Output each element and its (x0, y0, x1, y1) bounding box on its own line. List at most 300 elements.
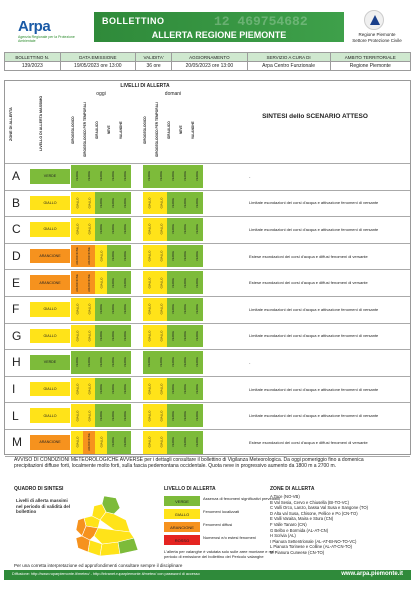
meta-header-2: VALIDITA' (136, 53, 172, 62)
zones-title: ZONE DI ALLERTA (270, 486, 315, 492)
hazard-header-6: IDROGEOLOGICO PER TEMPORALI (155, 102, 159, 158)
hazard-cell-label: VERDE (123, 437, 127, 448)
hazard-cell-label: VERDE (171, 171, 175, 182)
hazard-cell (119, 298, 131, 321)
hazard-cell (167, 325, 179, 348)
hazard-cell-label: GIALLO (159, 383, 163, 395)
hazard-header-0: IDROGEOLOGICO (71, 116, 75, 144)
hazard-cell (191, 298, 203, 321)
footer (4, 570, 411, 580)
hazard-cell (95, 325, 107, 348)
hazard-cell (119, 378, 131, 401)
hazard-cell-label: VERDE (87, 171, 91, 182)
hazard-cell (179, 218, 191, 241)
hazard-cell (83, 218, 95, 241)
hazard-cell-label: GIALLO (159, 197, 163, 209)
zone-list-item: B Val Sesia, Cervo e Chiusella (BI-TO-VC) (270, 499, 349, 505)
hazard-cell (143, 271, 155, 294)
logo-text: Arpa (18, 18, 51, 35)
hazard-cell (179, 404, 191, 427)
hazard-cell (95, 192, 107, 215)
region-label (342, 32, 412, 43)
scenario-text-g: Limitate esondazioni dei corsi d'acqua e attivazione fenomeni di versante (249, 333, 379, 339)
hazard-cell-label: VERDE (111, 383, 115, 395)
hazard-cell-label: VERDE (171, 437, 175, 448)
hazard-cell-label: ARANCIONE (87, 273, 91, 292)
hazard-cell (143, 404, 155, 427)
banner-title: BOLLETTINO (102, 16, 165, 26)
hazard-cell-label: GIALLO (159, 277, 163, 289)
hazard-cell-label: VERDE (183, 437, 187, 448)
hazard-cell (95, 165, 107, 188)
hazard-cell-label: ARANCIONE (75, 273, 79, 292)
hazard-cell-label: GIALLO (87, 410, 91, 422)
hazard-cell (83, 431, 95, 454)
hazard-cell (167, 404, 179, 427)
hazard-cell (191, 404, 203, 427)
hazard-cell (107, 378, 119, 401)
hazard-cell (191, 325, 203, 348)
hazard-cell-label: VERDE (159, 357, 163, 368)
hazard-cell (71, 165, 83, 188)
max-level-i: GIALLO (30, 382, 70, 397)
hazard-cell-label: VERDE (111, 357, 115, 368)
hazard-cell (167, 298, 179, 321)
hazard-cell (155, 165, 167, 188)
hazard-cell (71, 378, 83, 401)
hazard-cell (179, 192, 191, 215)
hazard-cell (143, 378, 155, 401)
hazard-cell-label: VERDE (195, 197, 199, 209)
hazard-cell (83, 245, 95, 268)
hazard-cell (119, 404, 131, 427)
hazard-cell-label: VERDE (111, 277, 115, 288)
hazard-cell-label: GIALLO (75, 383, 79, 395)
legend-row-arancione (164, 522, 284, 532)
hazard-cell (179, 351, 191, 374)
hazard-cell-label: VERDE (111, 197, 115, 209)
hazard-cell (83, 271, 95, 294)
hazard-cell-label: ARANCIONE (75, 247, 79, 266)
hazard-cell (155, 378, 167, 401)
hazard-cell-label: VERDE (195, 277, 199, 288)
max-level-b: GIALLO (30, 196, 70, 211)
weather-notice: AVVISO DI CONDIZIONI METEOROLOGICHE AVVERSE per i dettagli consultare il bollettino di Vigilanza Meteorologica. Da oggi pomeriggio fino a domenica precipitazioni diffuse forti, localmente molto forti, sulla fascia pedemontana occidentale. Quota neve in progressivo aumento da 1800 m a 2700 m. (14, 457, 364, 469)
zone-list-item: M Pianura Cuneese (CN-TO) (270, 549, 325, 555)
hazard-cell-label: VERDE (183, 277, 187, 288)
hazard-cell (191, 351, 203, 374)
scenario-text-e: Estese esondazioni dei corsi d'acqua e diffusi fenomeni di versante (249, 280, 368, 286)
hazard-cell (71, 298, 83, 321)
hazard-cell-label: VERDE (183, 410, 187, 421)
hazard-cell-label: VERDE (195, 304, 199, 315)
hazard-cell-label: VERDE (123, 197, 127, 209)
hazard-cell (119, 325, 131, 348)
logo-subtitle: Agenzia Regionale per la Protezione Ambientale (18, 35, 75, 43)
hazard-cell-label: GIALLO (159, 330, 163, 342)
hazard-cell-label: VERDE (111, 224, 115, 235)
hazard-cell (155, 325, 167, 348)
hazard-cell-label: VERDE (111, 437, 115, 448)
hazard-cell (191, 165, 203, 188)
hazard-cell (143, 218, 155, 241)
legend-swatch-verde: VERDE (164, 496, 200, 506)
legend-text-rosso: Numerosi e/o estesi fenomeni (203, 535, 256, 540)
scenario-text-a: - (249, 173, 251, 179)
hazard-cell (71, 271, 83, 294)
hazard-cell-label: VERDE (147, 357, 151, 368)
arpa-logo (18, 18, 78, 44)
hazard-cell-label: VERDE (171, 250, 175, 262)
hazard-cell (119, 431, 131, 454)
piemonte-map (74, 494, 152, 564)
levels-note: L'allerta per valanghe è valutata solo sulle aree montane e nel periodo di emissione del bollettino dei Pericolo valanghe (164, 549, 274, 559)
hazard-cell (179, 298, 191, 321)
hazard-cell (167, 431, 179, 454)
hazard-cell-label: VERDE (195, 224, 199, 235)
hazard-cell (191, 245, 203, 268)
hazard-cell (179, 325, 191, 348)
hazard-cell (155, 404, 167, 427)
zone-label-f: F (12, 302, 20, 317)
hazard-cell-label: GIALLO (147, 330, 151, 342)
scenario-text-d: Estese esondazioni dei corsi d'acqua e diffusi fenomeni di versante (249, 253, 368, 259)
hazard-cell (155, 192, 167, 215)
hazard-cell (155, 298, 167, 321)
hazard-cell (191, 378, 203, 401)
hazard-cell (143, 192, 155, 215)
footer-links: Diffusione: http://www.ruparpiemonte.it/meteo/ - http://intranet.ruparpiemonte.it/meteo/ con password di accesso (12, 572, 200, 576)
meta-value-1: 19/05/2023 ore 13:00 (60, 62, 135, 71)
hazard-cell (179, 165, 191, 188)
scenario-text-i: Limitate esondazioni dei corsi d'acqua e attivazione fenomeni di versante (249, 386, 379, 392)
hazard-cell (167, 192, 179, 215)
levels-title: LIVELLO DI ALLERTA (164, 486, 216, 492)
hazard-cell-label: VERDE (195, 410, 199, 421)
max-level-d: ARANCIONE (30, 249, 70, 264)
hazard-header-7: IDRAULICO (167, 121, 171, 139)
hazard-cell (167, 165, 179, 188)
zone-label-m: M (12, 435, 22, 450)
civil-protection-emblem-icon (364, 10, 384, 30)
zone-label-b: B (12, 195, 21, 210)
hazard-cell-label: GIALLO (147, 303, 151, 315)
hazard-cell-label: VERDE (183, 224, 187, 235)
zone-header: ZONE DI ALLERTA (9, 107, 13, 141)
hazard-cell (107, 298, 119, 321)
legend-swatch-giallo: GIALLO (164, 509, 200, 519)
scenario-text-c: Limitate esondazioni dei corsi d'acqua e attivazione fenomeni di versante (249, 226, 379, 232)
hazard-cell (95, 218, 107, 241)
hazard-cell-label: VERDE (111, 304, 115, 315)
hazard-cell-label: VERDE (123, 410, 127, 421)
zone-list-item: L Pianura Torinese e Colline (AL-AT-CN-TO) (270, 544, 352, 550)
hazard-cell-label: GIALLO (159, 410, 163, 422)
hazard-cell (71, 404, 83, 427)
hazard-cell-label: GIALLO (159, 303, 163, 315)
hazard-cell (143, 351, 155, 374)
region-name: Regione Piemonte (358, 32, 396, 37)
hazard-header-9: VALANGHE (191, 121, 195, 139)
scenario-text-m: Estese esondazioni dei corsi d'acqua e diffusi fenomeni di versante (249, 439, 368, 445)
hazard-cell (95, 271, 107, 294)
level-header: LIVELLO DI ALLERTA MASSIMO (39, 95, 43, 151)
zone-list-item: C Valli Orco, Lanzo, bassa Val Susa e Sangone (TO) (270, 505, 368, 511)
hazard-cell (119, 351, 131, 374)
hazard-cell-label: GIALLO (147, 383, 151, 395)
meta-header-1: DATA EMISSIONE (60, 53, 135, 62)
hazard-cell-label: VERDE (171, 410, 175, 421)
hazard-cell-label: GIALLO (159, 224, 163, 235)
hazard-cell (107, 404, 119, 427)
hazard-cell (71, 325, 83, 348)
hazard-cell-label: VERDE (99, 357, 103, 368)
hazard-cell (119, 165, 131, 188)
zone-list-item: E Valli Varaita, Maira e Stura (CN) (270, 516, 334, 522)
hazard-cell (107, 431, 119, 454)
zone-label-g: G (12, 328, 22, 343)
hazard-cell-label: GIALLO (159, 250, 163, 262)
hazard-cell-label: VERDE (183, 197, 187, 209)
hazard-cell (119, 192, 131, 215)
hazard-cell-label: VERDE (183, 171, 187, 182)
hazard-cell (107, 192, 119, 215)
hazard-cell-label: VERDE (123, 277, 127, 288)
hazard-cell (83, 165, 95, 188)
hazard-cell-label: GIALLO (147, 250, 151, 262)
hazard-cell-label: VERDE (171, 224, 175, 235)
hazard-cell-label: GIALLO (75, 197, 79, 209)
hazard-cell (155, 245, 167, 268)
meta-value-3: 20/05/2023 ore 13:00 (172, 62, 247, 71)
hazard-cell (107, 351, 119, 374)
hazard-cell (107, 218, 119, 241)
max-level-m: ARANCIONE (30, 435, 70, 450)
hazard-cell-label: GIALLO (147, 410, 151, 422)
hazard-cell-label: GIALLO (147, 436, 151, 448)
hazard-cell-label: VERDE (123, 250, 127, 262)
quadro-text: Livelli di allerta massimi nel periodo di validità del bollettino (16, 498, 71, 514)
hazard-cell (95, 431, 107, 454)
zone-label-c: C (12, 222, 21, 237)
hazard-cell-label: GIALLO (147, 224, 151, 235)
hazard-cell-label: VERDE (183, 383, 187, 395)
hazard-cell-label: GIALLO (87, 197, 91, 209)
hazard-cell (143, 245, 155, 268)
hazard-cell (167, 378, 179, 401)
hazard-cell-label: GIALLO (87, 330, 91, 342)
hazard-cell (107, 271, 119, 294)
hazard-cell-label: VERDE (111, 250, 115, 262)
hazard-cell-label: GIALLO (87, 383, 91, 395)
hazard-cell-label: VERDE (171, 383, 175, 395)
hazard-cell (71, 218, 83, 241)
zone-label-l: L (12, 408, 19, 423)
hazard-cell-label: GIALLO (75, 224, 79, 235)
hazard-cell-label: VERDE (87, 357, 91, 368)
meta-header-0: BOLLETTINO N. (5, 53, 61, 62)
alert-title: ALLERTA REGIONE PIEMONTE (151, 30, 287, 40)
hazard-cell-label: VERDE (171, 330, 175, 342)
hazard-cell (107, 165, 119, 188)
hazard-cell-label: GIALLO (99, 436, 103, 448)
zone-list-item: I Pianura Settentrionale (AL-AT-BI-NO-TO-VC) (270, 538, 357, 544)
hazard-cell-label: GIALLO (87, 303, 91, 315)
hazard-cell (167, 351, 179, 374)
hazard-cell (119, 218, 131, 241)
hazard-cell (155, 431, 167, 454)
meta-value-4: Arpa Centro Funzionale (247, 62, 330, 71)
hazard-cell-label: GIALLO (147, 277, 151, 289)
hazard-header-3: NEVE (107, 125, 111, 135)
hazard-cell (179, 245, 191, 268)
hazard-cell-label: VERDE (123, 224, 127, 235)
hazard-cell-label: GIALLO (75, 436, 79, 448)
hazard-cell (191, 192, 203, 215)
zone-label-e: E (12, 275, 21, 290)
hazard-cell (143, 431, 155, 454)
alert-grid (4, 80, 411, 455)
hazard-cell-label: VERDE (75, 357, 79, 368)
hazard-cell (71, 351, 83, 374)
hazard-cell (95, 404, 107, 427)
hazard-cell (167, 245, 179, 268)
hazard-cell (143, 165, 155, 188)
oggi-label: oggi (96, 91, 106, 97)
hazard-header-2: IDRAULICO (95, 121, 99, 139)
legend-swatch-rosso: ROSSO (164, 535, 200, 545)
hazard-cell (179, 431, 191, 454)
hazard-cell-label: VERDE (123, 357, 127, 368)
hazard-cell-label: VERDE (99, 330, 103, 342)
hazard-cell (119, 271, 131, 294)
hazard-cell-label: VERDE (123, 383, 127, 395)
hazard-cell (191, 271, 203, 294)
hazard-cell-label: VERDE (99, 197, 103, 209)
hazard-cell (83, 192, 95, 215)
hazard-cell (71, 431, 83, 454)
hazard-cell-label: VERDE (195, 330, 199, 342)
meta-value-5: Regione Piemonte (330, 62, 410, 71)
hazard-cell (107, 325, 119, 348)
hazard-cell-label: VERDE (195, 357, 199, 368)
hazard-cell-label: VERDE (99, 383, 103, 395)
hazard-cell-label: VERDE (111, 171, 115, 182)
hazard-cell (83, 404, 95, 427)
bulletin-meta-table (4, 52, 411, 71)
zone-label-a: A (12, 169, 21, 184)
hazard-cell (71, 192, 83, 215)
hazard-cell-label: GIALLO (99, 250, 103, 262)
hazard-cell (167, 271, 179, 294)
hazard-cell-label: GIALLO (159, 436, 163, 448)
hazard-cell-label: VERDE (99, 224, 103, 235)
zone-label-i: I (12, 382, 16, 397)
hazard-cell-label: VERDE (183, 330, 187, 342)
hazard-cell-label: VERDE (123, 330, 127, 342)
hazard-cell (155, 351, 167, 374)
hazard-cell (155, 218, 167, 241)
legend-text-giallo: Fenomeni localizzati (203, 509, 240, 514)
meta-header-5: AMBITO TERRITORIALE (330, 53, 410, 62)
zone-list-item: G Belbo e Bormida (AL-AT-CN) (270, 527, 329, 533)
hazard-cell (83, 378, 95, 401)
hazard-cell-label: GIALLO (75, 330, 79, 342)
hazard-cell-label: VERDE (195, 383, 199, 395)
hazard-cell-label: VERDE (159, 171, 163, 182)
hazard-cell (167, 218, 179, 241)
footer-website-link[interactable]: www.arpa.piemonte.it (341, 571, 403, 577)
hazard-cell (83, 351, 95, 374)
legend-row-verde (164, 496, 284, 506)
hazard-cell-label: VERDE (75, 171, 79, 182)
max-level-h: VERDE (30, 355, 70, 370)
hazard-cell-label: VERDE (147, 171, 151, 182)
meta-value-2: 36 ore (136, 62, 172, 71)
legend-row-rosso (164, 535, 284, 545)
max-level-a: VERDE (30, 169, 70, 184)
legend-swatch-arancione: ARANCIONE (164, 522, 200, 532)
hazard-cell-label: VERDE (171, 304, 175, 315)
hazard-cell (119, 245, 131, 268)
levels-title: LIVELLI DI ALLERTA (120, 83, 170, 89)
header (4, 4, 411, 48)
zone-list-item: F Valle Tanaro (CN) (270, 521, 307, 527)
scenario-text-f: Limitate esondazioni dei corsi d'acqua e attivazione fenomeni di versante (249, 306, 379, 312)
hazard-cell (191, 431, 203, 454)
hazard-cell (191, 218, 203, 241)
zone-list-item: H Scrivia (AL) (270, 533, 296, 539)
zone-label-d: D (12, 249, 21, 264)
hazard-cell (179, 378, 191, 401)
scenario-text-b: Limitate esondazioni dei corsi d'acqua e attivazione fenomeni di versante (249, 200, 379, 206)
meta-header-4: SERVIZIO A CURA DI (247, 53, 330, 62)
hazard-cell-label: GIALLO (75, 410, 79, 422)
hazard-cell-label: VERDE (195, 171, 199, 182)
zone-list-item: D Alta val Susa, Chisone, Pellice e Po (CN-TO) (270, 510, 358, 516)
domani-label: domani (164, 91, 182, 97)
hazard-cell-label: VERDE (99, 171, 103, 182)
hazard-cell (95, 351, 107, 374)
legend-row-giallo (164, 509, 284, 519)
hazard-cell-label: GIALLO (99, 277, 103, 289)
hazard-cell (95, 298, 107, 321)
banner-watermark: 12 469754682 (214, 14, 308, 29)
legend-text-arancione: Fenomeni diffusi (203, 522, 233, 527)
hazard-cell-label: GIALLO (75, 303, 79, 315)
hazard-cell (143, 298, 155, 321)
hazard-cell-label: ARANCIONE (87, 433, 91, 452)
hazard-cell-label: VERDE (123, 304, 127, 315)
hazard-cell (95, 378, 107, 401)
hazard-header-4: VALANGHE (119, 121, 123, 139)
max-level-l: GIALLO (30, 408, 70, 423)
quadro-title: QUADRO DI SINTESI (14, 486, 64, 492)
zone-list-item: A Toce (NO-VB) (270, 494, 300, 499)
hazard-cell-label: VERDE (171, 277, 175, 288)
hazard-cell-label: VERDE (195, 437, 199, 448)
hazard-cell-label: VERDE (99, 304, 103, 315)
hazard-header-1: IDROGEOLOGICO PER TEMPORALI (83, 102, 87, 158)
max-level-g: GIALLO (30, 329, 70, 344)
disciplinare-note: Per una corretta interpretazione ed approfondimenti consultare sempre il disciplinare (14, 563, 183, 568)
hazard-cell-label: ARANCIONE (87, 247, 91, 266)
scenario-title: SINTESI dello SCENARIO ATTESO (262, 113, 368, 120)
hazard-cell (83, 298, 95, 321)
hazard-cell (83, 325, 95, 348)
scenario-text-h: - (249, 359, 251, 365)
hazard-cell (179, 271, 191, 294)
